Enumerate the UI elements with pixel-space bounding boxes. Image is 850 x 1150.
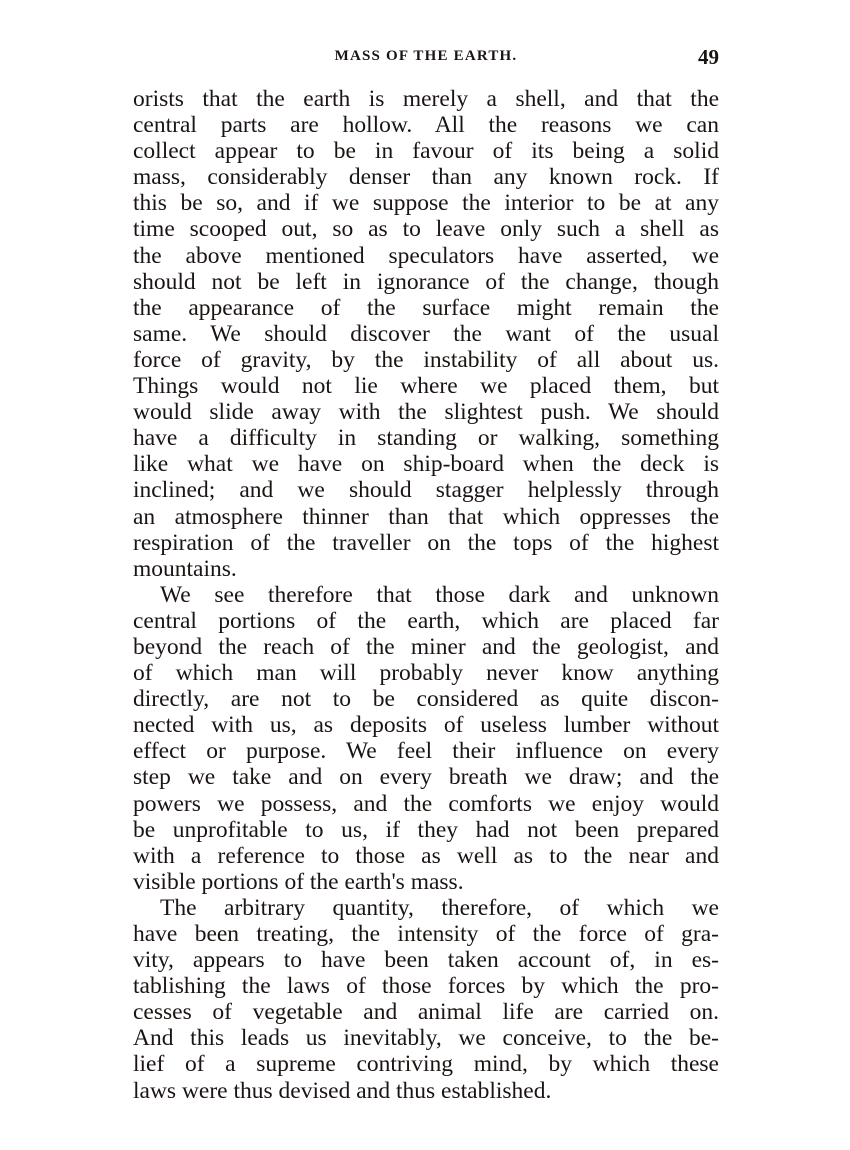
- text-line: be unprofitable to us, if they had not been prepared: [133, 816, 719, 843]
- text-line: powers we possess, and the comforts we enjoy would: [133, 790, 719, 817]
- paragraph: [133, 582, 719, 895]
- text-line: We see therefore that those dark and unknown: [160, 581, 719, 608]
- text-line: Things would not lie where we placed them, but: [133, 373, 719, 400]
- text-line: with a reference to those as well as to the near and: [133, 842, 719, 869]
- text-line: beyond the reach of the miner and the geologist, and: [133, 633, 719, 660]
- text-line: nected with us, as deposits of useless lumber without: [133, 712, 719, 739]
- running-head: [133, 45, 719, 70]
- text-line: And this leads us inevitably, we conceive, to the be-: [133, 1025, 719, 1052]
- page-number: 49: [698, 45, 719, 69]
- running-title: MASS OF THE EARTH.: [334, 48, 518, 64]
- body-text: [133, 86, 719, 1104]
- text-line: collect appear to be in favour of its being a solid: [133, 138, 719, 165]
- text-line: mountains.: [133, 555, 237, 582]
- text-line: have a difficulty in standing or walking, something: [133, 425, 719, 452]
- text-line: The arbitrary quantity, therefore, of which we: [160, 894, 719, 921]
- text-line: directly, are not to be considered as quite discon-: [133, 686, 719, 713]
- text-line: this be so, and if we suppose the interior to be at any: [133, 190, 719, 217]
- text-line: vity, appears to have been taken account of, in es-: [133, 947, 719, 974]
- text-line: the appearance of the surface might remain the: [133, 294, 719, 321]
- text-line: central portions of the earth, which are placed far: [133, 607, 719, 634]
- paragraph: [133, 895, 719, 1104]
- text-line: would slide away with the slightest push. We should: [133, 399, 719, 426]
- text-line: effect or purpose. We feel their influence on every: [133, 738, 719, 765]
- paragraph: [133, 86, 719, 582]
- text-line: force of gravity, by the instability of all about us.: [133, 346, 719, 373]
- text-line: mass, considerably denser than any known rock. If: [133, 164, 719, 191]
- text-line: like what we have on ship-board when the deck is: [133, 451, 719, 478]
- text-line: should not be left in ignorance of the change, though: [133, 268, 719, 295]
- text-line: visible portions of the earth's mass.: [133, 868, 464, 895]
- text-line: time scooped out, so as to leave only such a shell as: [133, 216, 719, 243]
- text-line: an atmosphere thinner than that which oppresses the: [133, 503, 719, 530]
- text-line: orists that the earth is merely a shell, and that the: [133, 86, 719, 112]
- text-line: laws were thus devised and thus established.: [133, 1077, 552, 1104]
- text-line: inclined; and we should stagger helplessly through: [133, 477, 719, 504]
- text-line: the above mentioned speculators have asserted, we: [133, 242, 719, 269]
- text-line: have been treating, the intensity of the force of gra-: [133, 921, 719, 947]
- text-line: cesses of vegetable and animal life are carried on.: [133, 999, 719, 1026]
- text-line: of which man will probably never know anything: [133, 660, 719, 687]
- text-line: central parts are hollow. All the reasons we can: [133, 112, 719, 139]
- text-line: respiration of the traveller on the tops of the highest: [133, 529, 719, 556]
- text-line: same. We should discover the want of the usual: [133, 320, 719, 347]
- text-line: step we take and on every breath we draw; and the: [133, 764, 719, 791]
- text-line: lief of a supreme contriving mind, by which these: [133, 1051, 719, 1078]
- text-line: tablishing the laws of those forces by which the pro-: [133, 973, 719, 1000]
